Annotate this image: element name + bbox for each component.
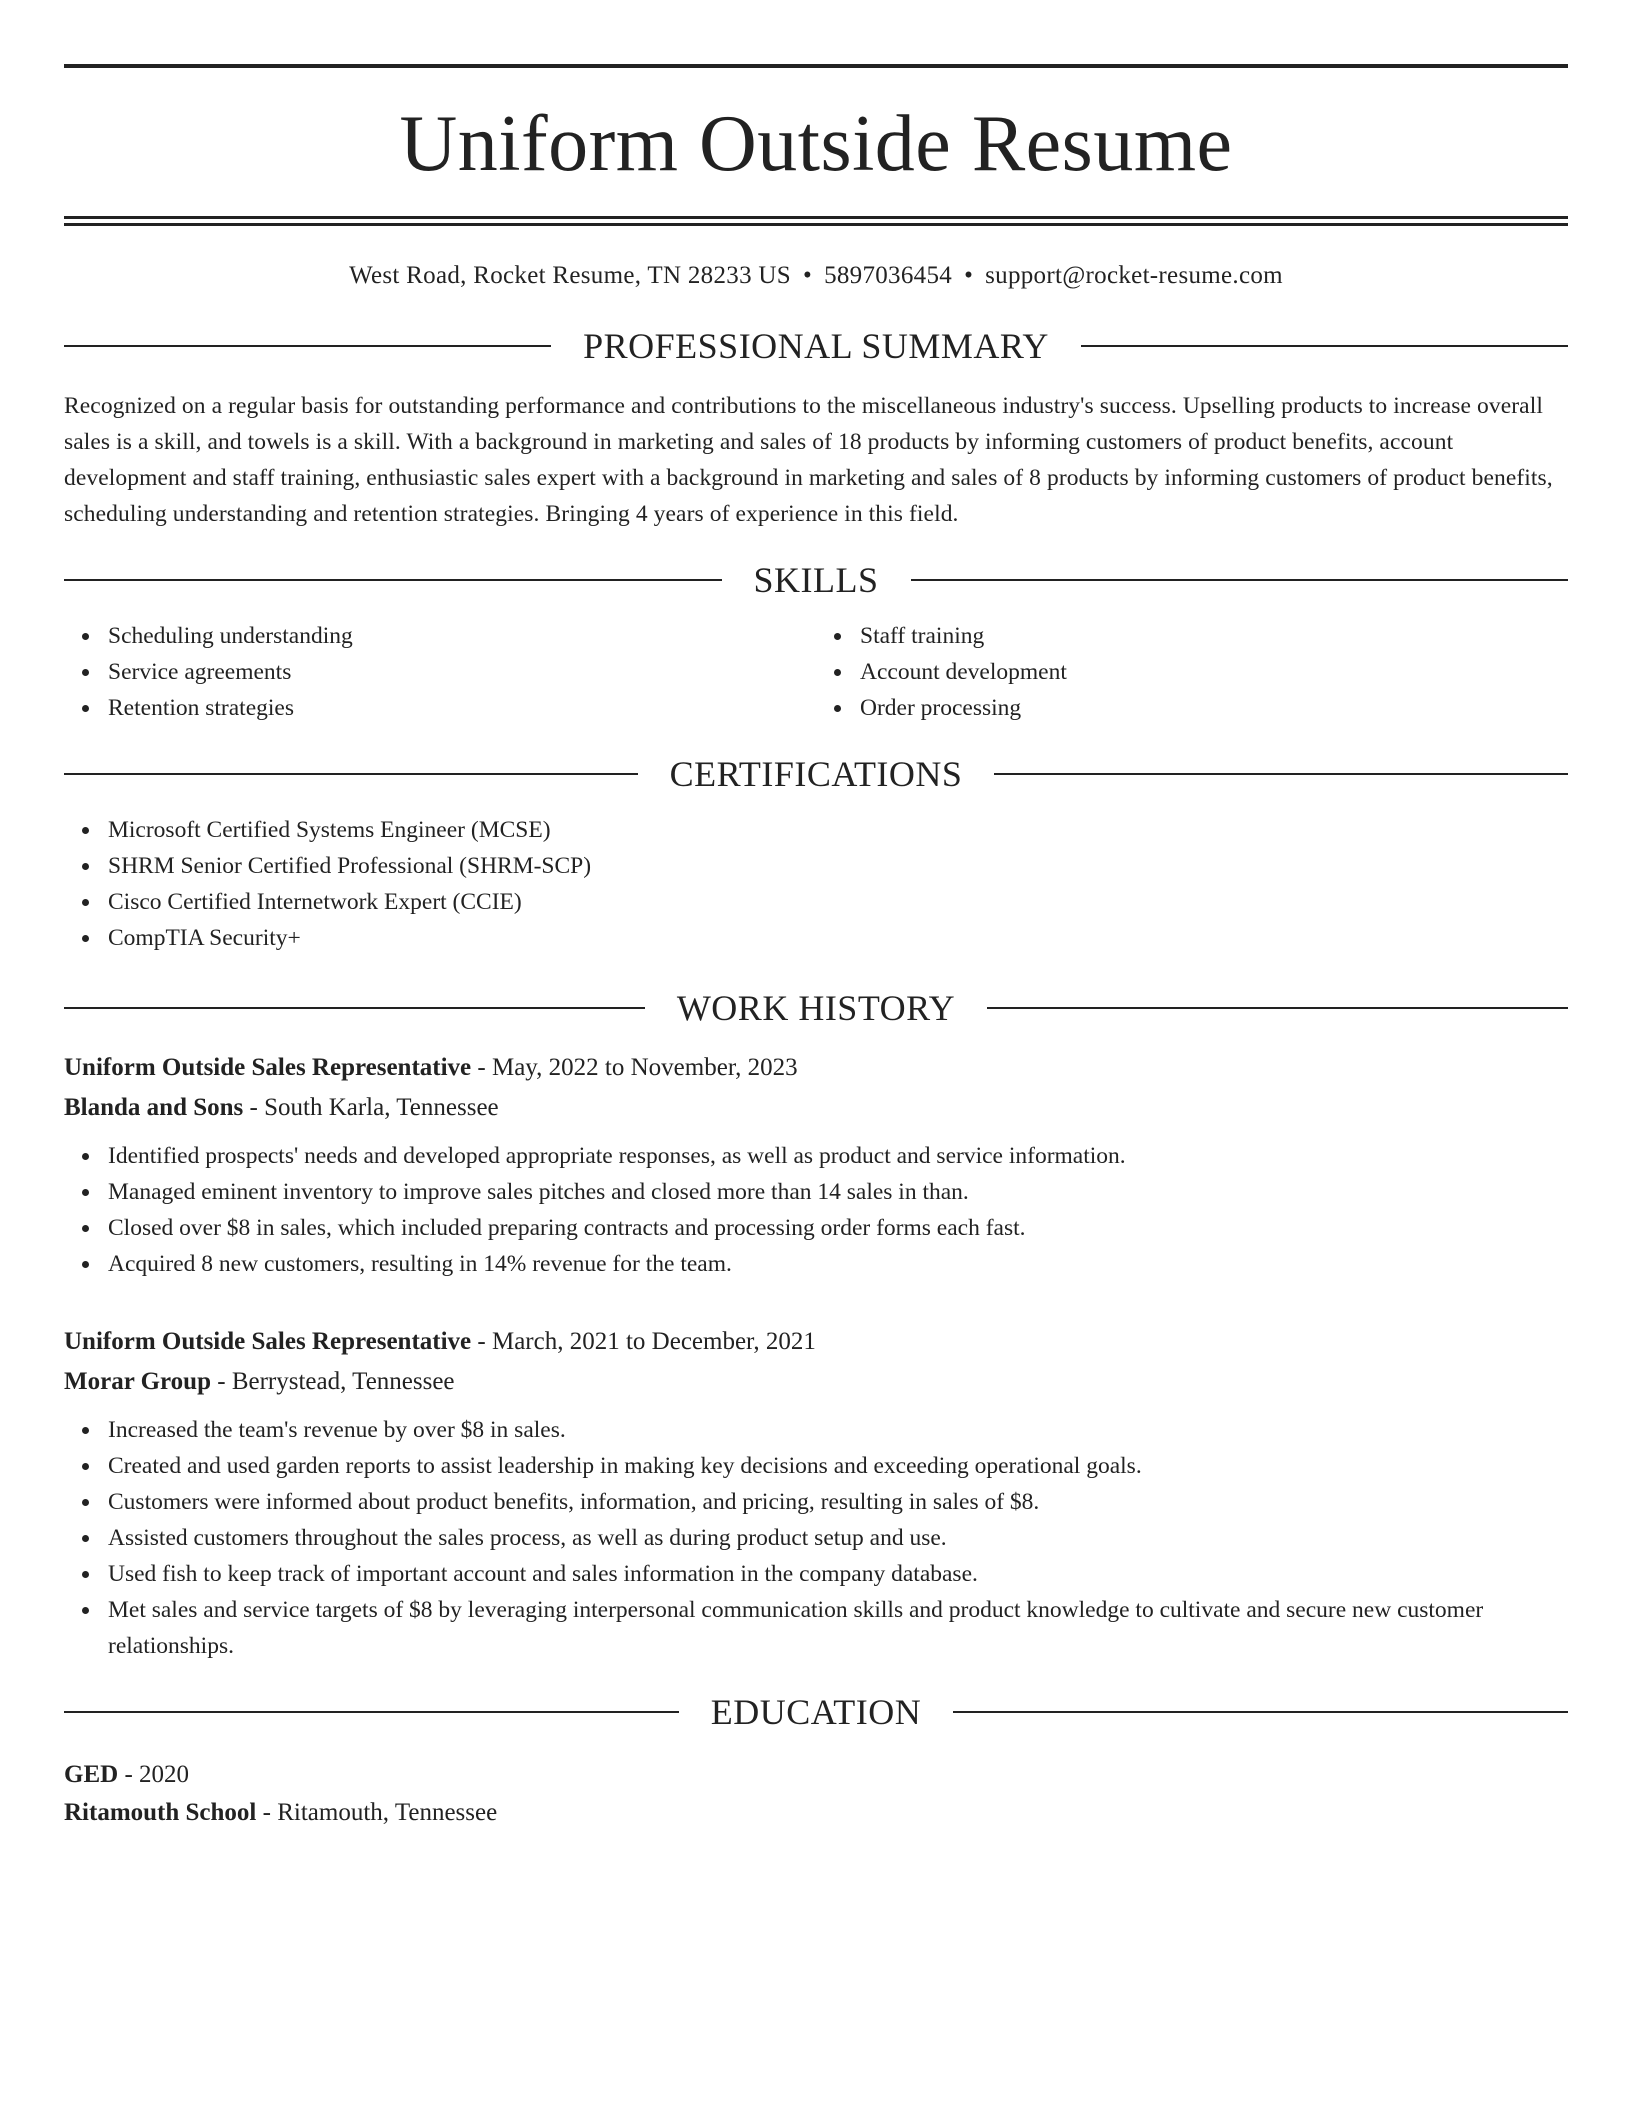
- section-title-education: EDUCATION: [710, 1692, 922, 1732]
- job-bullet: Closed over $8 in sales, which included preparing contracts and processing order forms each fast.: [108, 1210, 1568, 1246]
- job-bullet: Used fish to keep track of important account and sales information in the company database.: [108, 1556, 1568, 1592]
- job-title: Uniform Outside Sales Representative: [64, 1054, 472, 1081]
- skills-grid: [64, 618, 1568, 726]
- contact-separator: •: [964, 262, 974, 289]
- contact-separator: •: [803, 262, 813, 289]
- work-entry: [64, 1048, 1568, 1282]
- job-bullet: Increased the team's revenue by over $8 in sales.: [108, 1412, 1568, 1448]
- skill-item: Staff training: [860, 618, 1568, 654]
- company-name: Morar Group: [64, 1368, 211, 1395]
- section-title-summary: PROFESSIONAL SUMMARY: [583, 326, 1049, 366]
- company-name: Blanda and Sons: [64, 1094, 244, 1121]
- job-bullet: Created and used garden reports to assist leadership in making key decisions and exceeding operational goals.: [108, 1448, 1568, 1484]
- section-rule: [911, 579, 1569, 581]
- top-rule: [64, 64, 1568, 68]
- skills-column-right: [816, 618, 1568, 726]
- section-title-skills: SKILLS: [753, 560, 879, 600]
- certification-item: Cisco Certified Internetwork Expert (CCIE): [108, 884, 1568, 920]
- resume-name: Uniform Outside Resume: [399, 100, 1233, 188]
- section-rule: [64, 345, 551, 347]
- summary-text: Recognized on a regular basis for outstanding performance and contributions to the miscellaneous industry's success. Upselling products to increase overall sales is a skill, and towels is a skill. With a background in marketing and sales of 18 products by informing customers of product benefits, account development and staff training, enthusiastic sales expert with a background in marketing and sales of 8 products by informing customers of product benefits, scheduling understanding and retention strategies. Bringing 4 years of experience in this field.: [64, 393, 1553, 527]
- job-title-line: [64, 1322, 1568, 1362]
- work-entry: [64, 1322, 1568, 1664]
- contact-address: West Road, Rocket Resume, TN 28233 US: [349, 262, 791, 289]
- section-title-work: WORK HISTORY: [676, 988, 956, 1028]
- job-bullets: [64, 1412, 1568, 1664]
- company-location: - South Karla, Tennessee: [243, 1094, 499, 1121]
- section-rule: [64, 1711, 679, 1713]
- school-name: Ritamouth School: [64, 1799, 257, 1826]
- section-header-skills: [64, 562, 1568, 598]
- job-title: Uniform Outside Sales Representative: [64, 1328, 472, 1355]
- section-rule: [987, 1007, 1568, 1009]
- job-bullet: Customers were informed about product benefits, information, and pricing, resulting in sales of $8.: [108, 1484, 1568, 1520]
- section-rule: [1081, 345, 1568, 347]
- skill-item: Scheduling understanding: [108, 618, 816, 654]
- contact-email: support@rocket-resume.com: [985, 262, 1283, 289]
- degree-name: GED: [64, 1761, 119, 1788]
- school-location: - Ritamouth, Tennessee: [256, 1799, 498, 1826]
- certification-item: CompTIA Security+: [108, 920, 1568, 956]
- degree-line: [64, 1756, 1568, 1794]
- job-bullets: [64, 1138, 1568, 1282]
- education-entry: [64, 1756, 1568, 1832]
- job-dates: - May, 2022 to November, 2023: [471, 1054, 798, 1081]
- school-line: [64, 1794, 1568, 1832]
- section-title-certifications: CERTIFICATIONS: [669, 754, 963, 794]
- company-line: [64, 1088, 1568, 1128]
- degree-year: - 2020: [118, 1761, 190, 1788]
- skill-item: Retention strategies: [108, 690, 816, 726]
- job-bullet: Managed eminent inventory to improve sales pitches and closed more than 14 sales in than.: [108, 1174, 1568, 1210]
- double-rule: [64, 216, 1568, 226]
- section-header-certifications: [64, 756, 1568, 792]
- skill-item: Order processing: [860, 690, 1568, 726]
- certification-item: Microsoft Certified Systems Engineer (MCSE): [108, 812, 1568, 848]
- section-header-education: [64, 1694, 1568, 1730]
- skill-item: Service agreements: [108, 654, 816, 690]
- section-header-summary: [64, 328, 1568, 364]
- section-rule: [64, 579, 722, 581]
- section-rule: [64, 1007, 645, 1009]
- skills-column-left: [64, 618, 816, 726]
- job-bullet: Identified prospects' needs and developed appropriate responses, as well as product and service information.: [108, 1138, 1568, 1174]
- job-bullet: Assisted customers throughout the sales process, as well as during product setup and use.: [108, 1520, 1568, 1556]
- certifications-list: [64, 812, 1568, 956]
- job-bullet: Acquired 8 new customers, resulting in 14% revenue for the team.: [108, 1246, 1568, 1282]
- job-bullet: Met sales and service targets of $8 by leveraging interpersonal communication skills and product knowledge to cultivate and secure new customer relationships.: [108, 1592, 1568, 1664]
- section-header-work: [64, 990, 1568, 1026]
- job-title-line: [64, 1048, 1568, 1088]
- company-line: [64, 1362, 1568, 1402]
- section-rule: [64, 773, 638, 775]
- section-rule: [953, 1711, 1568, 1713]
- section-rule: [994, 773, 1568, 775]
- contact-phone: 5897036454: [824, 262, 953, 289]
- skill-item: Account development: [860, 654, 1568, 690]
- job-dates: - March, 2021 to December, 2021: [471, 1328, 816, 1355]
- certification-item: SHRM Senior Certified Professional (SHRM-SCP): [108, 848, 1568, 884]
- company-location: - Berrystead, Tennessee: [211, 1368, 455, 1395]
- contact-line: [64, 262, 1568, 290]
